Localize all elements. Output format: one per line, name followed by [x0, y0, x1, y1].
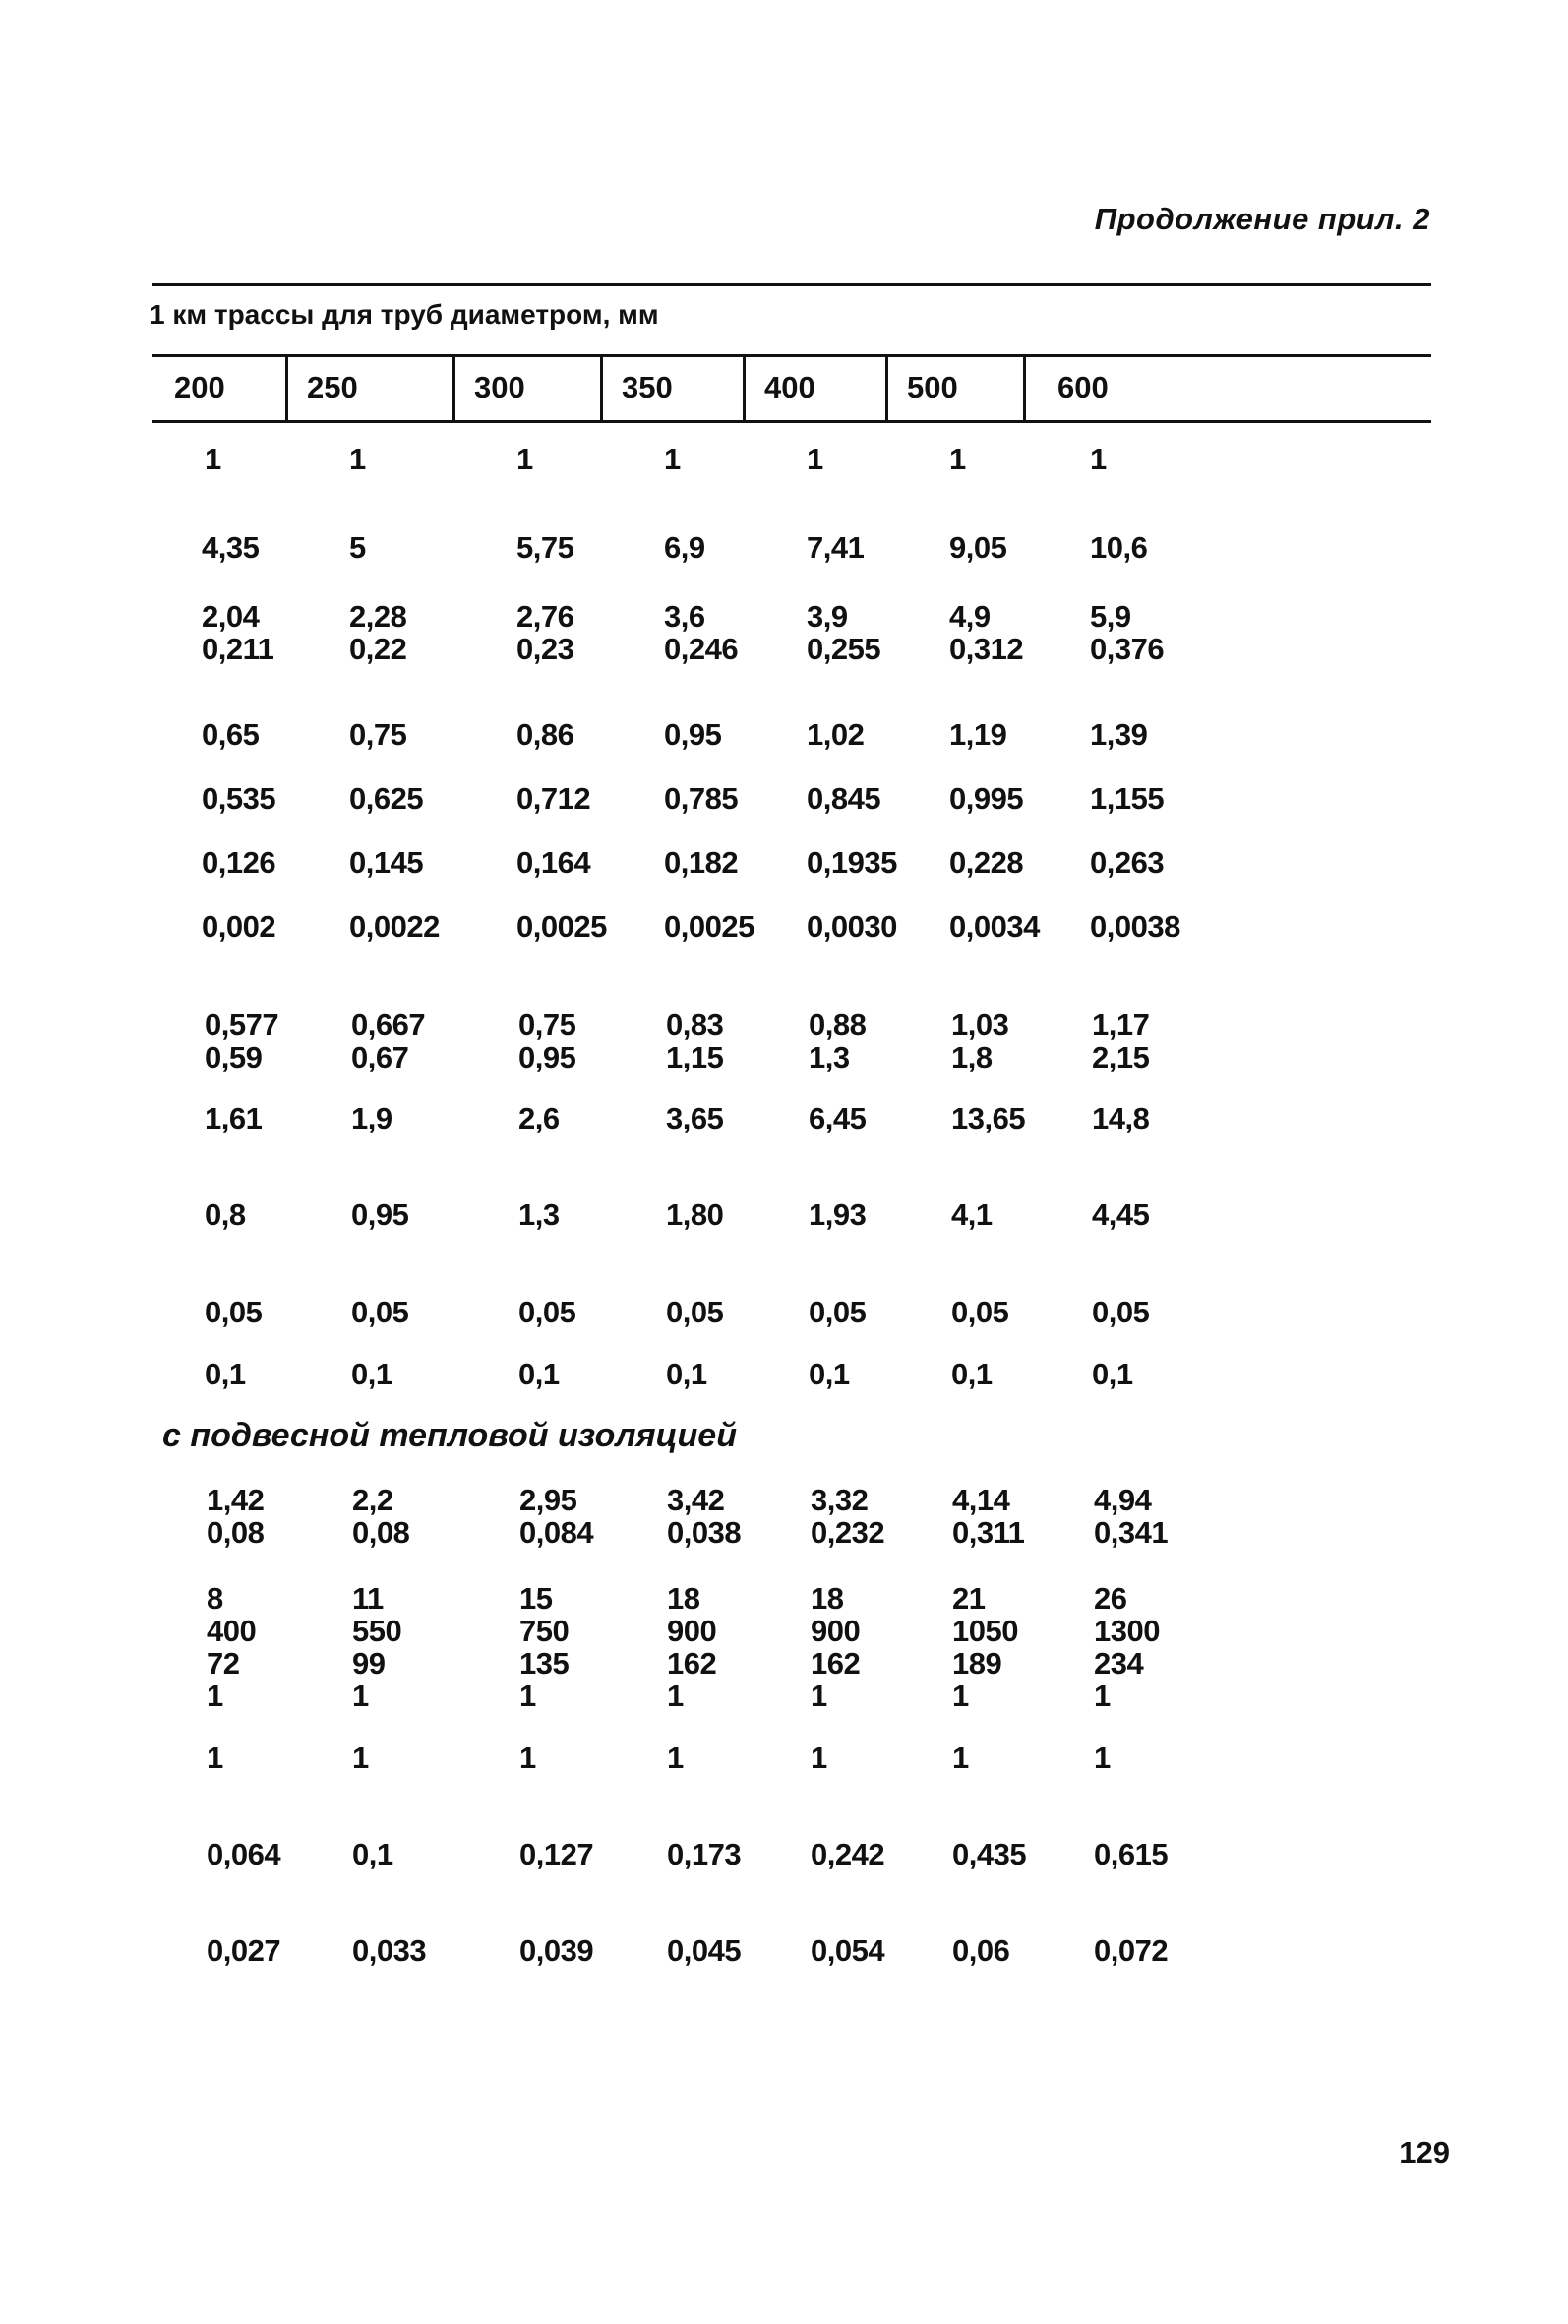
table-cell: 26 1300 234 1	[1094, 1581, 1160, 1713]
table-cell: 1	[349, 442, 366, 476]
table-cell: 0,667 0,67	[351, 1008, 426, 1074]
column-separator	[600, 354, 603, 420]
table-cell: 0,95	[664, 717, 722, 752]
table-cell: 0,1935	[807, 845, 897, 880]
table-cell: 0,1	[666, 1357, 707, 1391]
table-cell: 5,9 0,376	[1090, 599, 1165, 666]
table-cell: 1,80	[666, 1197, 724, 1232]
table-cell: 4,94 0,341	[1094, 1483, 1169, 1550]
table-cell: 0,05	[1092, 1295, 1150, 1329]
table-cell: 1	[516, 442, 533, 476]
table-cell: 0,615	[1094, 1837, 1169, 1871]
table-cell: 8 400 72 1	[207, 1581, 257, 1713]
table-cell: 1	[664, 442, 681, 476]
table-cell: 5	[349, 530, 366, 565]
continuation-header: Продолжение прил. 2	[1094, 202, 1430, 236]
table-cell: 1	[949, 442, 966, 476]
table-cell: 1	[1090, 442, 1107, 476]
table-cell: 1,9	[351, 1101, 392, 1135]
table-cell: 1,3	[518, 1197, 560, 1232]
table-cell: 0,1	[1092, 1357, 1133, 1391]
table-cell: 1	[811, 1741, 827, 1775]
table-cell: 4,35	[202, 530, 260, 565]
table-cell: 1	[205, 442, 221, 476]
table-cell: 0,88 1,3	[809, 1008, 867, 1074]
table-cell: 0,173	[667, 1837, 742, 1871]
table-cell: 0,65	[202, 717, 260, 752]
table-cell: 2,95 0,084	[519, 1483, 594, 1550]
diameter-header-cell: 400	[764, 370, 815, 404]
table-cell: 1,03 1,8	[951, 1008, 1009, 1074]
table-cell: 0,75 0,95	[518, 1008, 576, 1074]
table-cell: 0,05	[666, 1295, 724, 1329]
table-cell: 2,04 0,211	[202, 599, 274, 666]
table-cell: 0,0025	[516, 909, 607, 944]
table-cell: 0,1	[205, 1357, 246, 1391]
table-cell: 1,17 2,15	[1092, 1008, 1150, 1074]
table-cell: 0,95	[351, 1197, 409, 1232]
table-cell: 13,65	[951, 1101, 1026, 1135]
table-cell: 0,1	[809, 1357, 850, 1391]
table-caption: 1 км трассы для труб диаметром, мм	[150, 299, 659, 330]
table-cell: 0,05	[809, 1295, 867, 1329]
table-cell: 1	[952, 1741, 969, 1775]
table-cell: 0,033	[352, 1933, 427, 1968]
diameter-header-cell: 350	[622, 370, 673, 404]
table-cell: 1,155	[1090, 781, 1165, 816]
table-cell: 0,625	[349, 781, 424, 816]
column-separator	[285, 354, 288, 420]
table-cell: 1	[352, 1741, 369, 1775]
diameter-header-cell: 200	[174, 370, 225, 404]
table-cell: 15 750 135 1	[519, 1581, 570, 1713]
table-cell: 3,9 0,255	[807, 599, 881, 666]
table-cell: 0,0022	[349, 909, 440, 944]
table-cell: 0,1	[351, 1357, 392, 1391]
table-cell: 0,577 0,59	[205, 1008, 279, 1074]
table-cell: 21 1050 189 1	[952, 1581, 1018, 1713]
page-number: 129	[1399, 2135, 1450, 2170]
table-cell: 0,1	[352, 1837, 393, 1871]
table-cell: 0,263	[1090, 845, 1165, 880]
table-cell: 3,42 0,038	[667, 1483, 742, 1550]
table-cell: 2,6	[518, 1101, 560, 1135]
column-separator	[452, 354, 455, 420]
table-cell: 0,0030	[807, 909, 897, 944]
table-cell: 0,127	[519, 1837, 594, 1871]
table-cell: 4,14 0,311	[952, 1483, 1025, 1550]
table-cell: 4,45	[1092, 1197, 1150, 1232]
table-cell: 6,9	[664, 530, 705, 565]
table-cell: 0,228	[949, 845, 1024, 880]
table-top-rule	[152, 283, 1431, 286]
table-cell: 4,9 0,312	[949, 599, 1024, 666]
table-cell: 1,39	[1090, 717, 1148, 752]
table-cell: 6,45	[809, 1101, 867, 1135]
table-cell: 11 550 99 1	[352, 1581, 402, 1713]
table-cell: 0,182	[664, 845, 739, 880]
table-cell: 5,75	[516, 530, 574, 565]
table-cell: 0,8	[205, 1197, 246, 1232]
table-cell: 0,039	[519, 1933, 594, 1968]
table-cell: 0,242	[811, 1837, 885, 1871]
table-cell: 1,19	[949, 717, 1007, 752]
table-cell: 0,785	[664, 781, 739, 816]
table-cell: 0,435	[952, 1837, 1027, 1871]
table-cell: 0,05	[205, 1295, 263, 1329]
table-cell: 0,535	[202, 781, 276, 816]
table-cell: 0,995	[949, 781, 1024, 816]
diameter-header-cell: 300	[474, 370, 525, 404]
table-cell: 3,6 0,246	[664, 599, 739, 666]
table-cell: 0,86	[516, 717, 574, 752]
table-cell: 0,002	[202, 909, 276, 944]
table-cell: 1	[807, 442, 823, 476]
header-bottom-rule	[152, 420, 1431, 423]
table-cell: 0,83 1,15	[666, 1008, 724, 1074]
table-cell: 1	[667, 1741, 684, 1775]
diameter-header-cell: 500	[907, 370, 958, 404]
table-cell: 0,027	[207, 1933, 281, 1968]
column-separator	[885, 354, 888, 420]
table-cell: 0,072	[1094, 1933, 1169, 1968]
table-cell: 1,61	[205, 1101, 263, 1135]
table-cell: 3,65	[666, 1101, 724, 1135]
table-cell: 0,054	[811, 1933, 885, 1968]
table-cell: 0,712	[516, 781, 591, 816]
diameter-header-cell: 250	[307, 370, 358, 404]
table-cell: 18 900 162 1	[811, 1581, 861, 1713]
table-cell: 3,32 0,232	[811, 1483, 885, 1550]
table-cell: 0,0038	[1090, 909, 1180, 944]
table-cell: 1	[207, 1741, 223, 1775]
table-cell: 0,05	[351, 1295, 409, 1329]
table-cell: 0,1	[518, 1357, 560, 1391]
table-cell: 0,75	[349, 717, 407, 752]
column-separator	[1023, 354, 1026, 420]
table-cell: 0,0025	[664, 909, 754, 944]
table-cell: 1	[519, 1741, 536, 1775]
table-body	[0, 433, 1568, 2007]
column-separator	[743, 354, 746, 420]
table-cell: 2,76 0,23	[516, 599, 574, 666]
table-cell: 0,145	[349, 845, 424, 880]
table-cell: 1,93	[809, 1197, 867, 1232]
table-cell: 0,05	[951, 1295, 1009, 1329]
table-cell: 0,0034	[949, 909, 1040, 944]
section-title: с подвесной тепловой изоляцией	[162, 1417, 737, 1454]
table-cell: 2,28 0,22	[349, 599, 407, 666]
table-cell: 2,2 0,08	[352, 1483, 410, 1550]
table-cell: 0,845	[807, 781, 881, 816]
table-cell: 0,045	[667, 1933, 742, 1968]
table-cell: 1,42 0,08	[207, 1483, 265, 1550]
table-cell: 0,164	[516, 845, 591, 880]
table-cell: 1	[1094, 1741, 1111, 1775]
table-cell: 0,064	[207, 1837, 281, 1871]
table-cell: 4,1	[951, 1197, 993, 1232]
table-cell: 0,05	[518, 1295, 576, 1329]
table-cell: 1,02	[807, 717, 865, 752]
table-cell: 10,6	[1090, 530, 1148, 565]
table-cell: 0,06	[952, 1933, 1010, 1968]
diameter-header-cell: 600	[1057, 370, 1109, 404]
table-cell: 0,1	[951, 1357, 993, 1391]
table-cell: 14,8	[1092, 1101, 1150, 1135]
table-cell: 0,126	[202, 845, 276, 880]
diameter-header-row	[152, 354, 1431, 420]
table-cell: 18 900 162 1	[667, 1581, 717, 1713]
table-cell: 9,05	[949, 530, 1007, 565]
table-cell: 7,41	[807, 530, 865, 565]
